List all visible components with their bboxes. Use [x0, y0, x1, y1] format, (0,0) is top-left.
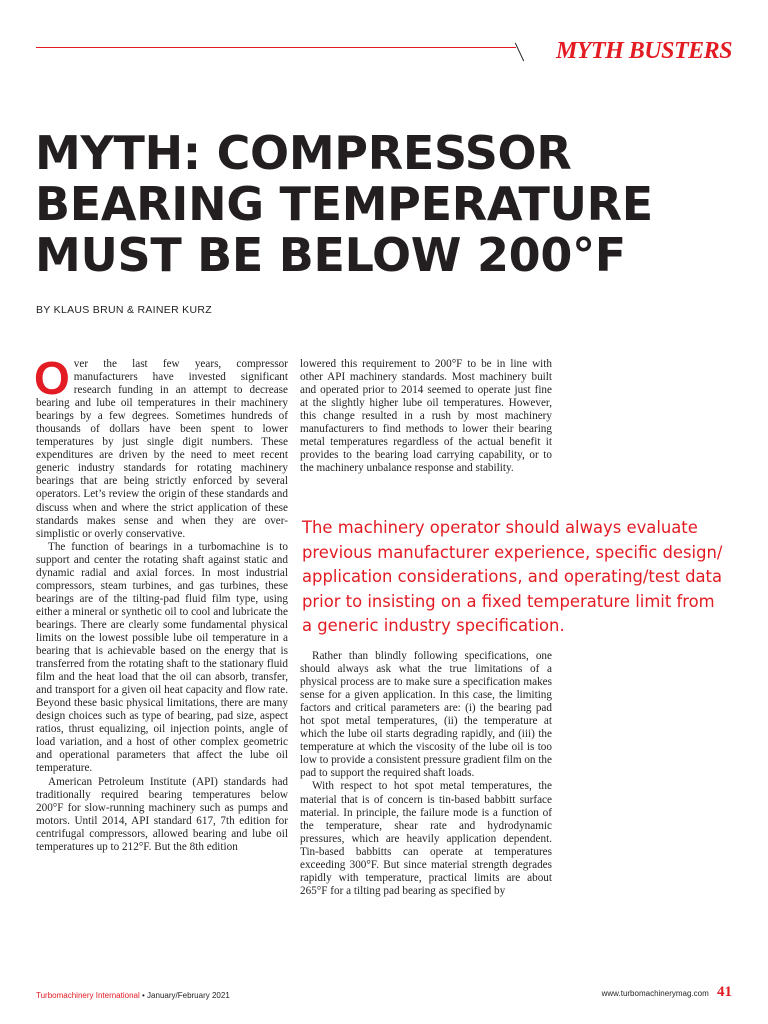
footer-publication-info — [36, 991, 230, 1000]
pull-quote-line: prior to insisting on a fixed temperature limit from — [302, 591, 715, 611]
left-column — [34, 352, 288, 854]
intro-text: ver the last few years, compressor manufacturers have invested significant research funding in an attempt to decrease bearing and lube oil temperatures in their machinery bearings by a few degrees. Sometimes hundreds of thousands of dollars have been spent to lower temperatures by just single digit numbers. These expenditures are driven by the need to meet recent generic industry standards for rotating machinery bearings that are being strictly enforced by several operators. Let’s review the origin of these standards and discuss when and where the strict application of these standards makes sense and when they are over-simplistic or overly conservative. — [36, 358, 288, 540]
article-title — [35, 128, 735, 281]
section-label: MYTH BUSTERS — [555, 38, 732, 64]
paragraph: American Petroleum Institute (API) standards had traditionally required bearing temperatures below 200°F for slow-running machinery such as pumps and motors. Until 2014, API standard 617, 7th edition for centrifugal compressors, allowed bearing and lube oil temperatures up to 212°F. But the 8th edition — [36, 775, 288, 853]
pull-quote-line: a generic industry specification. — [302, 616, 565, 636]
paragraph: With respect to hot spot metal temperatures, the material that is of concern is tin-based babbitt surface material. In principle, the failure mode is a function of the temperature, shear rate and hydrodynamic pressures, which are heavily application dependent. Tin-based babbitts can operate at temperatures exceeding 300°F. But since material strength degrades rapidly with temperature, practical limits are about 265°F for a tilting pad bearing as specified by — [300, 780, 552, 897]
drop-cap: O — [34, 352, 70, 404]
issue-date: January/February 2021 — [147, 991, 230, 1000]
page-number: 41 — [717, 984, 732, 1000]
header-rule — [36, 47, 516, 48]
header-slash — [515, 43, 524, 62]
pull-quote-line: previous manufacturer experience, specific design/ — [302, 542, 723, 562]
paragraph: The function of bearings in a turbomachine is to support and center the rotating shaft against static and dynamic radial and axial forces. In most industrial compressors, steam turbines, and gas turbines, these bearings are of the tilting-pad fluid film type, using either a mineral or synthetic oil to cool and lubricate the bearings. There are clearly some fundamental physical limits on the lowest possible lube oil temperature in a bearing that is achievable based on the energy that is transferred from the rotating shaft to the stationary fluid film and the heat load that the oil can absorb, transfer, and transport for a given oil heat capacity and flow rate. Beyond these basic physical limitations, there are many design choices such as type of bearing, pad size, aspect ratios, thrust equalizing, oil injection points, angle of load variation, and a host of other complex geometric and operational parameters that affect the lube oil temperature. — [36, 540, 288, 775]
paragraph: Rather than blindly following specifications, one should always ask what the true limitations of a physical process are to make sure a specification makes sense for a given application. In this case, the limiting factors and critical parameters are: (i) the bearing pad hot spot metal temperatures, (ii) the temperature at which the lube oil starts degrading rapidly, and (iii) the temperature at which the viscosity of the lube oil is too low to provide a consistent pressure gradient film on the pad to support the required shaft loads. — [300, 650, 552, 780]
footer-separator: • — [142, 991, 145, 1000]
right-column-top — [300, 358, 552, 475]
footer-website-info — [602, 984, 732, 1001]
publication-name: Turbomachinery International — [36, 991, 140, 1000]
paragraph: lowered this requirement to 200°F to be in line with other API machinery standards. Most machinery built and operated prior to 2014 seemed to operate just fine at the slightly higher lube oil temperatures. However, this change resulted in a rush by most machinery manufacturers to find methods to lower their bearing metal temperatures regardless of the actual benefit it provides to the bearing load carrying capability, or to the machinery unbalance response and stability. — [300, 358, 552, 475]
paragraph-intro — [34, 352, 288, 541]
pull-quote-line: The machinery operator should always evaluate — [302, 518, 698, 537]
title-line-2: BEARING TEMPERATURE — [35, 177, 653, 231]
title-line-1: MYTH: COMPRESSOR — [35, 126, 572, 180]
website-link[interactable]: www.turbomachinerymag.com — [601, 989, 709, 998]
pull-quote-line: application considerations, and operating/test data — [302, 567, 723, 587]
right-column-bottom — [300, 650, 552, 898]
title-line-3: MUST BE BELOW 200°F — [35, 228, 626, 282]
byline: BY KLAUS BRUN & RAINER KURZ — [36, 304, 212, 316]
pull-quote — [302, 516, 732, 639]
